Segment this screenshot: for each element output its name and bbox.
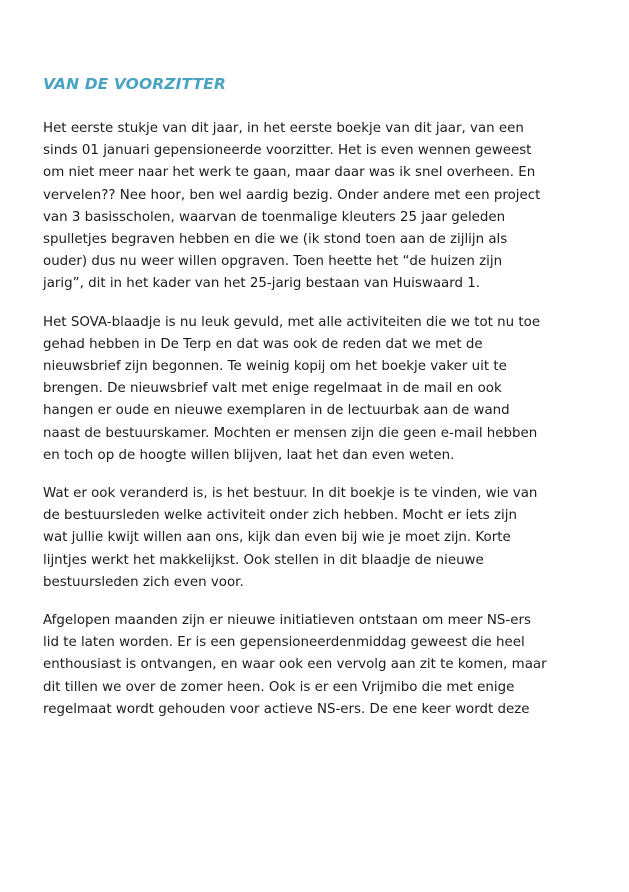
text-line: dit tillen we over de zomer heen. Ook is er een Vrijmibo die met enige [43,679,515,695]
text-line: brengen. De nieuwsbrief valt met enige regelmaat in de mail en ook [43,381,502,397]
paragraph-3 [43,483,591,594]
text-line: nieuwsbrief zijn begonnen. Te weinig kopij om het boekje vaker uit te [43,359,507,375]
text-line: Het SOVA-blaadje is nu leuk gevuld, met alle activiteiten die we tot nu toe [43,314,541,330]
paragraph-1 [43,118,591,296]
text-line: enthousiast is ontvangen, en waar ook een vervolg aan zit te komen, maar [43,657,547,673]
text-line: Wat er ook veranderd is, is het bestuur. In dit boekje is te vinden, wie van [43,486,538,502]
text-line: spulletjes begraven hebben en die we (ik stond toen aan de zijlijn als [43,232,508,248]
paragraph-2 [43,312,591,467]
text-line: sinds 01 januari gepensioneerde voorzitter. Het is even wennen geweest [43,143,532,159]
paragraph-4 [43,610,591,721]
text-line: vervelen?? Nee hoor, ben wel aardig bezig. Onder andere met een project [43,187,541,203]
text-line: om niet meer naar het werk te gaan, maar daar was ik snel overheen. En [43,165,536,181]
text-line: hangen er oude en nieuwe exemplaren in de lectuurbak aan de wand [43,403,510,419]
section-heading: VAN DE VOORZITTER [43,75,226,93]
text-line: lid te laten worden. Er is een gepensioneerdenmiddag geweest die heel [43,635,525,651]
text-line: en toch op de hoogte willen blijven, laat het dan even weten. [43,447,455,463]
text-line: van 3 basisscholen, waarvan de toenmalige kleuters 25 jaar geleden [43,209,506,225]
text-line: gehad hebben in De Terp en dat was ook de reden dat we met de [43,336,483,352]
text-line: naast de bestuurskamer. Mochten er mensen zijn die geen e-mail hebben [43,425,538,441]
text-line: Het eerste stukje van dit jaar, in het eerste boekje van dit jaar, van een [43,121,524,136]
text-line: ouder) dus nu weer willen opgraven. Toen heette het “de huizen zijn [43,254,503,270]
text-line: jarig”, dit in het kader van het 25-jarig bestaan van Huiswaard 1. [43,276,481,292]
text-line: lijntjes werkt het makkelijkst. Ook stellen in dit blaadje de nieuwe [43,552,484,568]
text-line: regelmaat wordt gehouden voor actieve NS-ers. De ene keer wordt deze [43,701,530,717]
text-line: de bestuursleden welke activiteit onder zich hebben. Mocht er iets zijn [43,508,517,524]
text-line: bestuursleden zich even voor. [43,574,244,590]
text-line: wat jullie kwijt willen aan ons, kijk dan even bij wie je moet zijn. Korte [43,530,511,546]
text-line: Afgelopen maanden zijn er nieuwe initiatieven ontstaan om meer NS-ers [43,613,531,629]
article-body [43,118,591,737]
